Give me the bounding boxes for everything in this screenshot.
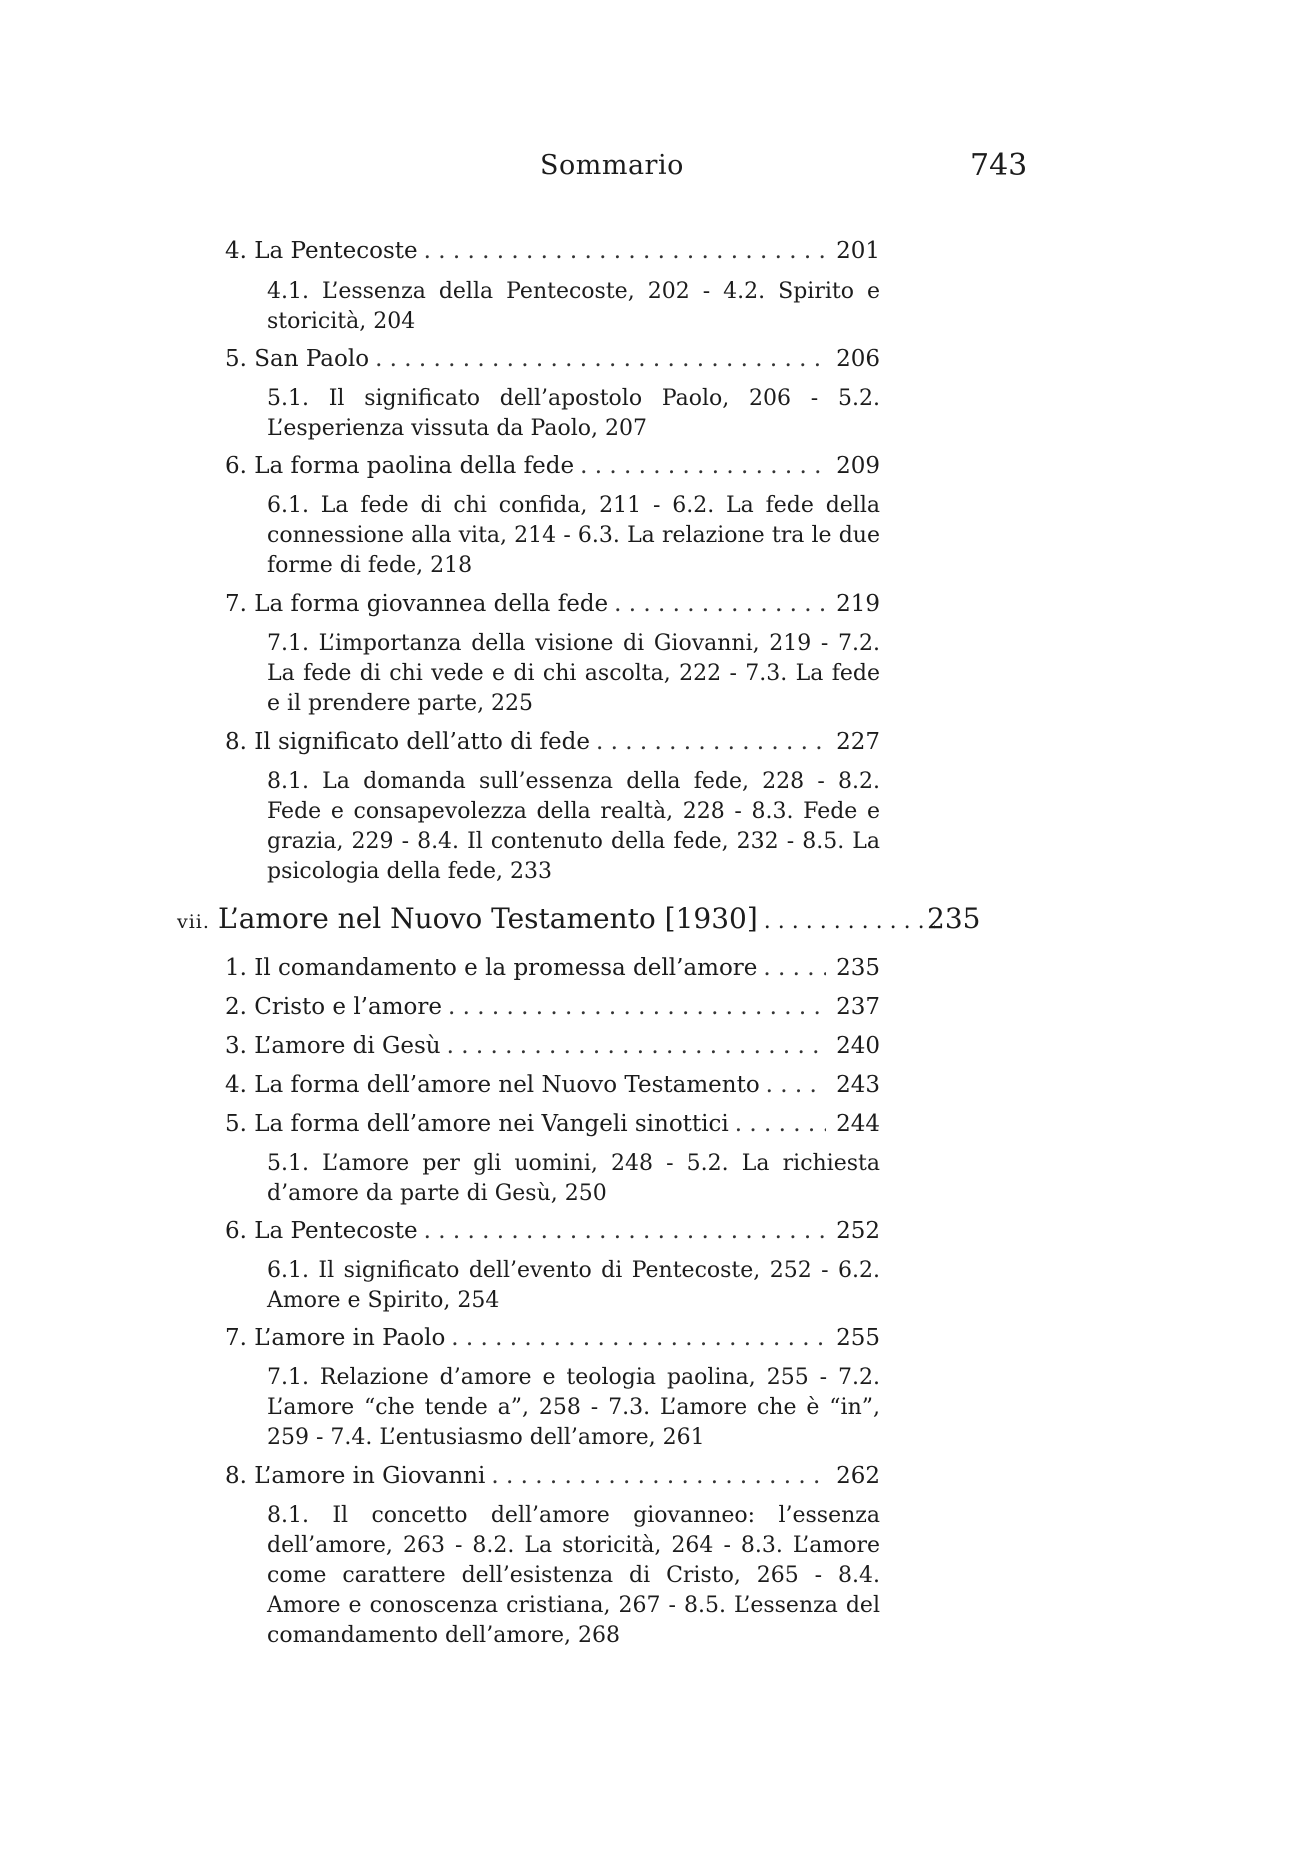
toc-subentries: 4.1. L’essenza della Pentecoste, 202 - 4.2. Spirito e storicità, 204 <box>267 279 880 334</box>
toc-entry <box>225 955 880 985</box>
toc-entry <box>225 453 880 483</box>
dot-leader <box>580 453 826 479</box>
toc-entry-title: 8. Il significato dell’atto di fede <box>225 729 590 755</box>
dot-leader <box>614 591 826 617</box>
toc-entry <box>225 238 880 268</box>
toc-entry <box>225 1111 880 1141</box>
chapter-title: L’amore nel Nuovo Testamento [1930] <box>217 902 758 935</box>
toc-entry-title: 7. La forma giovannea della fede <box>225 591 609 617</box>
toc-subentries: 5.1. Il significato dell’apostolo Paolo, 206 - 5.2. L’esperienza vissuta da Paolo, 207 <box>267 386 880 441</box>
toc-entry-title: 2. Cristo e l’amore <box>225 994 442 1020</box>
dot-leader <box>735 1111 826 1137</box>
toc-entry-title: 5. La forma dell’amore nei Vangeli sinottici <box>225 1111 729 1137</box>
dot-leader <box>424 238 826 264</box>
toc-subentries: 8.1. Il concetto dell’amore giovanneo: l’essenza dell’amore, 263 - 8.2. La storicità, 264 - 8.3. L’amore come carattere dell’esistenza di Cristo, 265 - 8.4. Amore e conoscenza cristiana, 267 - 8.5. L’essenza del comandamento dell’amore, 268 <box>267 1503 880 1648</box>
toc-entry-page: 209 <box>836 453 880 479</box>
toc-entry-title: 5. San Paolo <box>225 346 370 372</box>
toc-entry-page: 252 <box>836 1218 880 1244</box>
toc-entry-title: 6. La Pentecoste <box>225 1218 418 1244</box>
toc-entry-page: 255 <box>836 1325 880 1351</box>
chapter-page: 235 <box>927 902 981 935</box>
dot-leader <box>596 729 826 755</box>
page-number: 743 <box>970 148 1028 183</box>
toc-entry <box>225 591 880 621</box>
dot-leader <box>375 346 826 372</box>
toc-entry-title: 8. L’amore in Giovanni <box>225 1463 486 1489</box>
chapter-number: vii. <box>177 911 210 933</box>
toc-entry-page: 262 <box>836 1463 880 1489</box>
dot-leader <box>763 955 826 981</box>
toc-subentries: 5.1. L’amore per gli uomini, 248 - 5.2. La richiesta d’amore da parte di Gesù, 250 <box>267 1151 880 1206</box>
dot-leader <box>491 1463 826 1489</box>
toc-subentries: 6.1. Il significato dell’evento di Pentecoste, 252 - 6.2. Amore e Spirito, 254 <box>267 1258 880 1313</box>
toc-entry-title: 1. Il comandamento e la promessa dell’amore <box>225 955 758 981</box>
toc-entry-title: 4. La forma dell’amore nel Nuovo Testamento <box>225 1072 760 1098</box>
toc-entry <box>225 1033 880 1063</box>
toc-entry <box>225 346 880 376</box>
toc-entry <box>225 994 880 1024</box>
toc-entry-page: 237 <box>836 994 880 1020</box>
toc-entry-title: 3. L’amore di Gesù <box>225 1033 441 1059</box>
toc-entry-page: 243 <box>836 1072 880 1098</box>
dot-leader <box>764 909 935 934</box>
toc-entry-title: 7. L’amore in Paolo <box>225 1325 446 1351</box>
toc-subentries: 7.1. L’importanza della visione di Giovanni, 219 - 7.2. La fede di chi vede e di chi ascolta, 222 - 7.3. La fede e il prendere parte, 225 <box>267 631 880 716</box>
toc-entry <box>225 1072 880 1102</box>
dot-leader <box>451 1325 826 1351</box>
running-title: Sommario <box>540 150 684 181</box>
toc-subentries: 7.1. Relazione d’amore e teologia paolina, 255 - 7.2. L’amore “che tende a”, 258 - 7.3. L’amore che è “in”, 259 - 7.4. L’entusiasmo dell’amore, 261 <box>267 1365 880 1450</box>
toc-entry-page: 240 <box>836 1033 880 1059</box>
dot-leader <box>424 1218 826 1244</box>
toc-entry <box>225 1463 880 1493</box>
dot-leader <box>766 1072 826 1098</box>
toc-subentries: 6.1. La fede di chi confida, 211 - 6.2. La fede della connessione alla vita, 214 - 6.3. La relazione tra le due forme di fede, 218 <box>267 493 880 578</box>
chapter-heading <box>177 902 981 940</box>
toc-subentries: 8.1. La domanda sull’essenza della fede, 228 - 8.2. Fede e consapevolezza della realtà, 228 - 8.3. Fede e grazia, 229 - 8.4. Il contenuto della fede, 232 - 8.5. La psicologia della fede, 233 <box>267 769 880 884</box>
toc-entry <box>225 1218 880 1248</box>
dot-leader <box>447 1033 826 1059</box>
toc-entry-page: 201 <box>836 238 880 264</box>
toc-entry-page: 244 <box>836 1111 880 1137</box>
toc-entry-title: 6. La forma paolina della fede <box>225 453 575 479</box>
toc-entry-page: 227 <box>836 729 880 755</box>
toc-entry <box>225 1325 880 1355</box>
dot-leader <box>448 994 826 1020</box>
toc-entry-page: 206 <box>836 346 880 372</box>
toc-entry-title: 4. La Pentecoste <box>225 238 418 264</box>
toc-entry <box>225 729 880 759</box>
toc-entry-page: 219 <box>836 591 880 617</box>
toc-entry-page: 235 <box>836 955 880 981</box>
